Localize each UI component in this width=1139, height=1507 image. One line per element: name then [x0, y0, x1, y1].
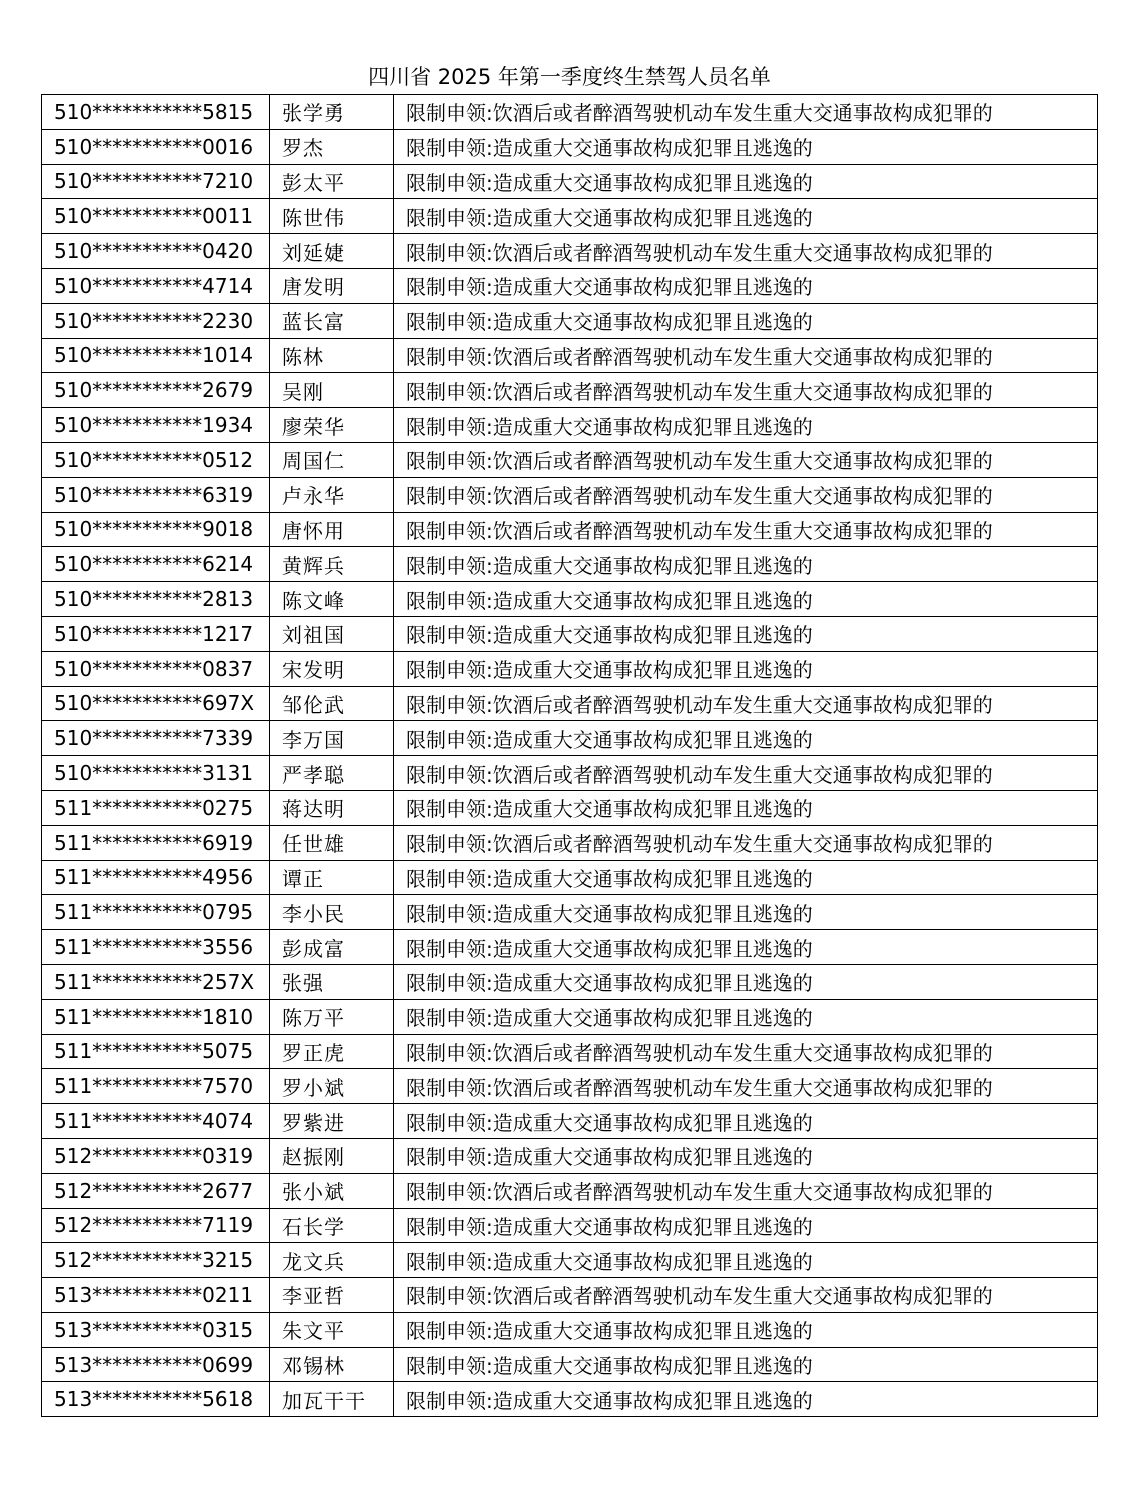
id-number-cell: 512***********3215	[42, 1243, 270, 1278]
id-number-cell: 511***********0275	[42, 790, 270, 825]
restriction-reason-cell: 限制申领:饮酒后或者醉酒驾驶机动车发生重大交通事故构成犯罪的	[394, 512, 1098, 547]
restriction-reason-cell: 限制申领:造成重大交通事故构成犯罪且逃逸的	[394, 651, 1098, 686]
table-row	[42, 1138, 1098, 1173]
table-row	[42, 95, 1098, 130]
table-row	[42, 964, 1098, 999]
id-number-cell: 513***********0315	[42, 1312, 270, 1347]
name-cell: 张学勇	[270, 95, 394, 130]
name-cell: 廖荣华	[270, 408, 394, 443]
name-cell: 任世雄	[270, 825, 394, 860]
name-cell: 石长学	[270, 1208, 394, 1243]
name-cell: 赵振刚	[270, 1138, 394, 1173]
id-number-cell: 513***********0211	[42, 1278, 270, 1313]
name-cell: 谭正	[270, 860, 394, 895]
name-cell: 黄辉兵	[270, 547, 394, 582]
restriction-reason-cell: 限制申领:造成重大交通事故构成犯罪且逃逸的	[394, 964, 1098, 999]
restriction-reason-cell: 限制申领:饮酒后或者醉酒驾驶机动车发生重大交通事故构成犯罪的	[394, 442, 1098, 477]
id-number-cell: 511***********4956	[42, 860, 270, 895]
id-number-cell: 511***********1810	[42, 999, 270, 1034]
table-row	[42, 199, 1098, 234]
table-row	[42, 1208, 1098, 1243]
id-number-cell: 510***********6214	[42, 547, 270, 582]
name-cell: 陈文峰	[270, 582, 394, 617]
table-row	[42, 1173, 1098, 1208]
table-row	[42, 547, 1098, 582]
id-number-cell: 510***********0011	[42, 199, 270, 234]
name-cell: 龙文兵	[270, 1243, 394, 1278]
table-row	[42, 1312, 1098, 1347]
table-row	[42, 651, 1098, 686]
name-cell: 吴刚	[270, 373, 394, 408]
name-cell: 朱文平	[270, 1312, 394, 1347]
table-row	[42, 303, 1098, 338]
table-row	[42, 895, 1098, 930]
id-number-cell: 510***********2813	[42, 582, 270, 617]
restriction-reason-cell: 限制申领:造成重大交通事故构成犯罪且逃逸的	[394, 721, 1098, 756]
restriction-reason-cell: 限制申领:造成重大交通事故构成犯罪且逃逸的	[394, 199, 1098, 234]
id-number-cell: 512***********2677	[42, 1173, 270, 1208]
table-row	[42, 477, 1098, 512]
name-cell: 蓝长富	[270, 303, 394, 338]
table-row	[42, 582, 1098, 617]
name-cell: 李亚哲	[270, 1278, 394, 1313]
restriction-reason-cell: 限制申领:饮酒后或者醉酒驾驶机动车发生重大交通事故构成犯罪的	[394, 477, 1098, 512]
restriction-reason-cell: 限制申领:饮酒后或者醉酒驾驶机动车发生重大交通事故构成犯罪的	[394, 1069, 1098, 1104]
restriction-reason-cell: 限制申领:造成重大交通事故构成犯罪且逃逸的	[394, 408, 1098, 443]
id-number-cell: 513***********5618	[42, 1382, 270, 1417]
restriction-reason-cell: 限制申领:饮酒后或者醉酒驾驶机动车发生重大交通事故构成犯罪的	[394, 756, 1098, 791]
banned-drivers-table	[41, 94, 1098, 1417]
id-number-cell: 511***********7570	[42, 1069, 270, 1104]
name-cell: 加瓦干干	[270, 1382, 394, 1417]
name-cell: 彭成富	[270, 930, 394, 965]
restriction-reason-cell: 限制申领:造成重大交通事故构成犯罪且逃逸的	[394, 1138, 1098, 1173]
restriction-reason-cell: 限制申领:造成重大交通事故构成犯罪且逃逸的	[394, 616, 1098, 651]
name-cell: 卢永华	[270, 477, 394, 512]
table-row	[42, 1382, 1098, 1417]
name-cell: 张强	[270, 964, 394, 999]
restriction-reason-cell: 限制申领:饮酒后或者醉酒驾驶机动车发生重大交通事故构成犯罪的	[394, 338, 1098, 373]
table-row	[42, 1347, 1098, 1382]
table-row	[42, 616, 1098, 651]
restriction-reason-cell: 限制申领:造成重大交通事故构成犯罪且逃逸的	[394, 268, 1098, 303]
restriction-reason-cell: 限制申领:造成重大交通事故构成犯罪且逃逸的	[394, 1382, 1098, 1417]
restriction-reason-cell: 限制申领:饮酒后或者醉酒驾驶机动车发生重大交通事故构成犯罪的	[394, 825, 1098, 860]
name-cell: 刘延婕	[270, 234, 394, 269]
restriction-reason-cell: 限制申领:造成重大交通事故构成犯罪且逃逸的	[394, 1347, 1098, 1382]
restriction-reason-cell: 限制申领:造成重大交通事故构成犯罪且逃逸的	[394, 547, 1098, 582]
restriction-reason-cell: 限制申领:造成重大交通事故构成犯罪且逃逸的	[394, 790, 1098, 825]
id-number-cell: 510***********9018	[42, 512, 270, 547]
table-row	[42, 408, 1098, 443]
table-row	[42, 860, 1098, 895]
table-row	[42, 129, 1098, 164]
table-row	[42, 512, 1098, 547]
id-number-cell: 510***********5815	[42, 95, 270, 130]
table-row	[42, 442, 1098, 477]
restriction-reason-cell: 限制申领:饮酒后或者醉酒驾驶机动车发生重大交通事故构成犯罪的	[394, 373, 1098, 408]
restriction-reason-cell: 限制申领:造成重大交通事故构成犯罪且逃逸的	[394, 1208, 1098, 1243]
restriction-reason-cell: 限制申领:饮酒后或者醉酒驾驶机动车发生重大交通事故构成犯罪的	[394, 686, 1098, 721]
id-number-cell: 511***********257X	[42, 964, 270, 999]
id-number-cell: 511***********4074	[42, 1104, 270, 1139]
id-number-cell: 511***********3556	[42, 930, 270, 965]
id-number-cell: 511***********0795	[42, 895, 270, 930]
name-cell: 李万国	[270, 721, 394, 756]
restriction-reason-cell: 限制申领:造成重大交通事故构成犯罪且逃逸的	[394, 999, 1098, 1034]
name-cell: 唐发明	[270, 268, 394, 303]
id-number-cell: 510***********3131	[42, 756, 270, 791]
table-body	[42, 95, 1098, 1417]
table-row	[42, 721, 1098, 756]
table-row	[42, 825, 1098, 860]
restriction-reason-cell: 限制申领:饮酒后或者醉酒驾驶机动车发生重大交通事故构成犯罪的	[394, 1173, 1098, 1208]
name-cell: 蒋达明	[270, 790, 394, 825]
restriction-reason-cell: 限制申领:造成重大交通事故构成犯罪且逃逸的	[394, 129, 1098, 164]
id-number-cell: 513***********0699	[42, 1347, 270, 1382]
name-cell: 陈万平	[270, 999, 394, 1034]
name-cell: 罗正虎	[270, 1034, 394, 1069]
restriction-reason-cell: 限制申领:造成重大交通事故构成犯罪且逃逸的	[394, 1243, 1098, 1278]
name-cell: 罗小斌	[270, 1069, 394, 1104]
id-number-cell: 510***********1217	[42, 616, 270, 651]
id-number-cell: 510***********1934	[42, 408, 270, 443]
id-number-cell: 510***********697X	[42, 686, 270, 721]
name-cell: 陈林	[270, 338, 394, 373]
restriction-reason-cell: 限制申领:饮酒后或者醉酒驾驶机动车发生重大交通事故构成犯罪的	[394, 95, 1098, 130]
table-row	[42, 268, 1098, 303]
name-cell: 宋发明	[270, 651, 394, 686]
restriction-reason-cell: 限制申领:造成重大交通事故构成犯罪且逃逸的	[394, 930, 1098, 965]
restriction-reason-cell: 限制申领:饮酒后或者醉酒驾驶机动车发生重大交通事故构成犯罪的	[394, 1278, 1098, 1313]
table-row	[42, 338, 1098, 373]
table-row	[42, 930, 1098, 965]
name-cell: 邓锡林	[270, 1347, 394, 1382]
name-cell: 张小斌	[270, 1173, 394, 1208]
id-number-cell: 512***********0319	[42, 1138, 270, 1173]
restriction-reason-cell: 限制申领:造成重大交通事故构成犯罪且逃逸的	[394, 1104, 1098, 1139]
id-number-cell: 510***********2230	[42, 303, 270, 338]
id-number-cell: 512***********7119	[42, 1208, 270, 1243]
table-row	[42, 790, 1098, 825]
id-number-cell: 510***********4714	[42, 268, 270, 303]
id-number-cell: 510***********7339	[42, 721, 270, 756]
table-row	[42, 1278, 1098, 1313]
id-number-cell: 510***********2679	[42, 373, 270, 408]
id-number-cell: 511***********6919	[42, 825, 270, 860]
table-row	[42, 1104, 1098, 1139]
restriction-reason-cell: 限制申领:造成重大交通事故构成犯罪且逃逸的	[394, 303, 1098, 338]
name-cell: 严孝聪	[270, 756, 394, 791]
table-row	[42, 756, 1098, 791]
restriction-reason-cell: 限制申领:饮酒后或者醉酒驾驶机动车发生重大交通事故构成犯罪的	[394, 1034, 1098, 1069]
name-cell: 李小民	[270, 895, 394, 930]
table-row	[42, 373, 1098, 408]
restriction-reason-cell: 限制申领:造成重大交通事故构成犯罪且逃逸的	[394, 582, 1098, 617]
id-number-cell: 510***********0837	[42, 651, 270, 686]
table-row	[42, 999, 1098, 1034]
id-number-cell: 511***********5075	[42, 1034, 270, 1069]
table-row	[42, 1069, 1098, 1104]
table-row	[42, 164, 1098, 199]
restriction-reason-cell: 限制申领:造成重大交通事故构成犯罪且逃逸的	[394, 1312, 1098, 1347]
table-row	[42, 234, 1098, 269]
id-number-cell: 510***********6319	[42, 477, 270, 512]
restriction-reason-cell: 限制申领:饮酒后或者醉酒驾驶机动车发生重大交通事故构成犯罪的	[394, 234, 1098, 269]
id-number-cell: 510***********7210	[42, 164, 270, 199]
id-number-cell: 510***********0420	[42, 234, 270, 269]
restriction-reason-cell: 限制申领:造成重大交通事故构成犯罪且逃逸的	[394, 860, 1098, 895]
name-cell: 彭太平	[270, 164, 394, 199]
name-cell: 罗紫进	[270, 1104, 394, 1139]
restriction-reason-cell: 限制申领:造成重大交通事故构成犯罪且逃逸的	[394, 164, 1098, 199]
page-title: 四川省 2025 年第一季度终生禁驾人员名单	[368, 65, 771, 89]
table-row	[42, 1243, 1098, 1278]
name-cell: 邹伦武	[270, 686, 394, 721]
restriction-reason-cell: 限制申领:造成重大交通事故构成犯罪且逃逸的	[394, 895, 1098, 930]
name-cell: 周国仁	[270, 442, 394, 477]
table-row	[42, 686, 1098, 721]
name-cell: 刘祖国	[270, 616, 394, 651]
id-number-cell: 510***********0016	[42, 129, 270, 164]
name-cell: 罗杰	[270, 129, 394, 164]
table-row	[42, 1034, 1098, 1069]
name-cell: 唐怀用	[270, 512, 394, 547]
id-number-cell: 510***********1014	[42, 338, 270, 373]
name-cell: 陈世伟	[270, 199, 394, 234]
id-number-cell: 510***********0512	[42, 442, 270, 477]
